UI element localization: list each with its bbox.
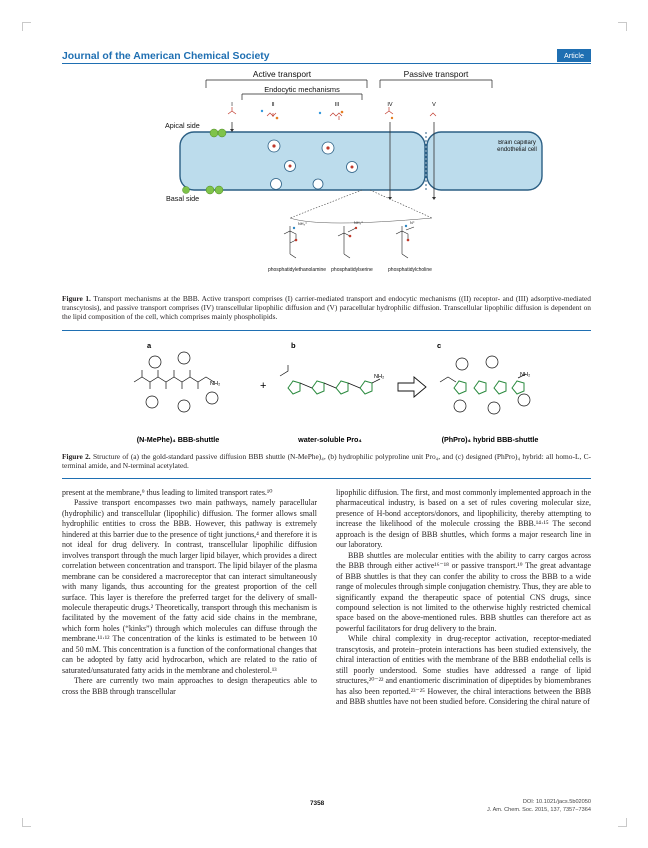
figure-1-diagram bbox=[62, 66, 591, 292]
pathway-label: II bbox=[271, 102, 275, 108]
header-rule bbox=[62, 63, 591, 64]
pathway-label: IV bbox=[387, 102, 393, 108]
page-number: 7358 bbox=[310, 800, 325, 807]
svg-text:N⁺: N⁺ bbox=[410, 221, 415, 225]
lipid-label: phosphatidylcholine bbox=[388, 267, 432, 273]
paragraph: Passive transport encompasses two main pathways, namely paracellular (hydrophilic) and transcellular (lipophilic) diffusion. The former allows small hydrophilic entities to cross the BBB. However, this pathway is extremely hindered at this barrier due to the presence of tight junctions,⁴ and therefore it is not ideal for drug delivery. In contrast, transcellular lipophilic diffusion involves transport through the much larger lipid bilayer, which provides a direct correlation between concentration and transport. The lipid bilayer of the plasma membrane can be considered a macroreceptor that can interact simultaneously with many ligands, thus accounting for the greatest proportion of the cell surface. This layer is therefore the preferred target for the delivery of small-molecule therapeutic drugs.² Theoretically, transport through this mechanism is facilitated by the movement of the fatty acid side chains in the membrane, which form holes (“kinks”) through which molecules can diffuse through the membrane.¹¹‧¹² The concentration of the kinks is estimated to be between 10 and 50 mM. This concentration is a function of the conformational changes that can be adopted by fatty acid hydrocarbon, which are related to the ratio of saturated/unsaturated fatty acids in the membrane and cholesterol.¹³ bbox=[62, 498, 317, 675]
compound-name: (N-MePhe)₄ BBB-shuttle bbox=[136, 435, 220, 444]
structure-phpro4 bbox=[440, 356, 530, 414]
nh2-label: NH₂ bbox=[210, 381, 221, 387]
endothelial-cell bbox=[180, 132, 425, 190]
citation-text: J. Am. Chem. Soc. 2015, 137, 7357−7364 bbox=[486, 807, 591, 813]
crop-mark bbox=[22, 818, 31, 827]
journal-title: Journal of the American Chemical Society bbox=[62, 51, 270, 62]
article-badge: Article bbox=[557, 49, 591, 62]
svg-text:NH₃⁺: NH₃⁺ bbox=[354, 221, 364, 225]
paragraph: There are currently two main approaches to design therapeutics able to cross the BBB through transcellular bbox=[62, 676, 317, 696]
paragraph: BBB shuttles are molecular entities with the ability to carry cargos across the BBB through either active¹⁶⁻¹⁸ or passive transport.¹⁹ The great advantage of BBB shuttles is that they can confer the ability to cross the BBB to a wide range of molecules through simple conjugation chemistry. Thus, they are able to significantly expand the therapeutic space of potential CNS drugs, since compound selection is not limited to the otherwise highly restricted chemical space based on the above-mentioned rules. BBB shuttles can therefore act as powerful facilitators for drug delivery to the brain. bbox=[336, 550, 591, 633]
figure-2-caption-text: Structure of (a) the gold-standard passive diffusion BBB shuttle (N-MePhe)₄, (b) hydrophilic polyproline unit Pro₄, and (c) designed (PhPro)₄ hybrid: all homo-L, C-terminal amide, and N-terminal acetylated. bbox=[62, 452, 592, 471]
left-column bbox=[62, 488, 317, 697]
plus-sign: + bbox=[260, 380, 267, 392]
figure-1-rule bbox=[62, 330, 591, 331]
arrow-icon bbox=[398, 377, 426, 397]
pathway-label: I bbox=[231, 102, 233, 108]
panel-letter: c bbox=[437, 341, 442, 350]
endothelial-cell-label: Brain capillary endothelial cell bbox=[497, 140, 537, 153]
figure-1-caption-text: Transport mechanisms at the BBB. Active transport comprises (I) carrier-mediated transport and endocytic mechanisms ((II) receptor- and (III) adsorptive-mediated transcytosis), and passive transport comprises (IV) transcellular lipophilic diffusion and (V) paracellular hydrophilic diffusion. Transcellular lipophilic diffusion is dependent on the lipid composition of the cell, which comprises mainly phospholipids. bbox=[62, 294, 591, 322]
figure-2-diagram bbox=[62, 336, 591, 448]
panel-letter: a bbox=[147, 341, 152, 350]
svg-text:NH₃⁺: NH₃⁺ bbox=[298, 222, 308, 226]
paragraph: lipophilic diffusion. The first, and most commonly implemented approach in the pharmaceutical industry, is based on a set of rules covering molecular size, presence of H-bond acceptors/donors, and lipophilicity, thereby attempting to increase the likelihood of the molecule crossing the BBB.¹⁴‧¹⁵ The second approach is the design of BBB shuttles, which forms a major research line in our laboratory. bbox=[336, 488, 591, 550]
lipid-label: phosphatidylethanolamine bbox=[267, 267, 327, 273]
basal-side-label: Basal side bbox=[166, 194, 200, 203]
paragraph: While chiral complexity in drug-receptor activation, receptor-mediated transcytosis, and protein−protein interactions has been studied extensively, the chiral interaction of entities with the membrane of the BBB endothelial cells is still poorly understood. Some studies have addressed a range of lipid structures,²⁰⁻²² and enantiomeric discrimination of dipeptides by biomembranes has also been reported.²³⁻²⁵ However, the chiral interactions between the BBB and BBB shuttles have not been studied before. Considering the chiral nature of bbox=[336, 634, 591, 707]
endocytic-mechanisms-label: Endocytic mechanisms bbox=[264, 85, 340, 94]
panel-letter: b bbox=[291, 341, 296, 350]
right-column bbox=[336, 488, 591, 708]
pathway-label: V bbox=[432, 102, 436, 108]
structure-n-mephe bbox=[134, 352, 221, 412]
paragraph: present at the membrane,⁹ thus leading to limited transport rates.¹⁰ bbox=[62, 488, 273, 497]
figure-2-caption-label: Figure 2. bbox=[62, 452, 91, 461]
passive-transport-label: Passive transport bbox=[403, 69, 469, 79]
active-transport-label: Active transport bbox=[252, 69, 312, 79]
pathway-label: III bbox=[334, 102, 340, 108]
figure-2-rule bbox=[62, 478, 591, 479]
crop-mark bbox=[22, 22, 31, 31]
crop-mark bbox=[618, 22, 627, 31]
lipid-structure bbox=[284, 226, 414, 258]
nh2-label: NH₂ bbox=[374, 374, 385, 380]
crop-mark bbox=[618, 818, 627, 827]
figure-1-caption bbox=[62, 294, 591, 322]
compound-name: water-soluble Pro₄ bbox=[298, 435, 362, 444]
nh2-label: NH₂ bbox=[520, 372, 531, 378]
cargo-molecules bbox=[228, 107, 436, 120]
figure-1-caption-label: Figure 1. bbox=[62, 294, 91, 303]
compound-name: (PhPro)₄ hybrid BBB-shuttle bbox=[441, 435, 539, 444]
apical-side-label: Apical side bbox=[165, 121, 200, 130]
lipid-label: phosphatidylserine bbox=[331, 267, 373, 273]
doi-text: DOI: 10.1021/jacs.5b02050 bbox=[522, 799, 591, 805]
figure-2-caption bbox=[62, 452, 591, 470]
